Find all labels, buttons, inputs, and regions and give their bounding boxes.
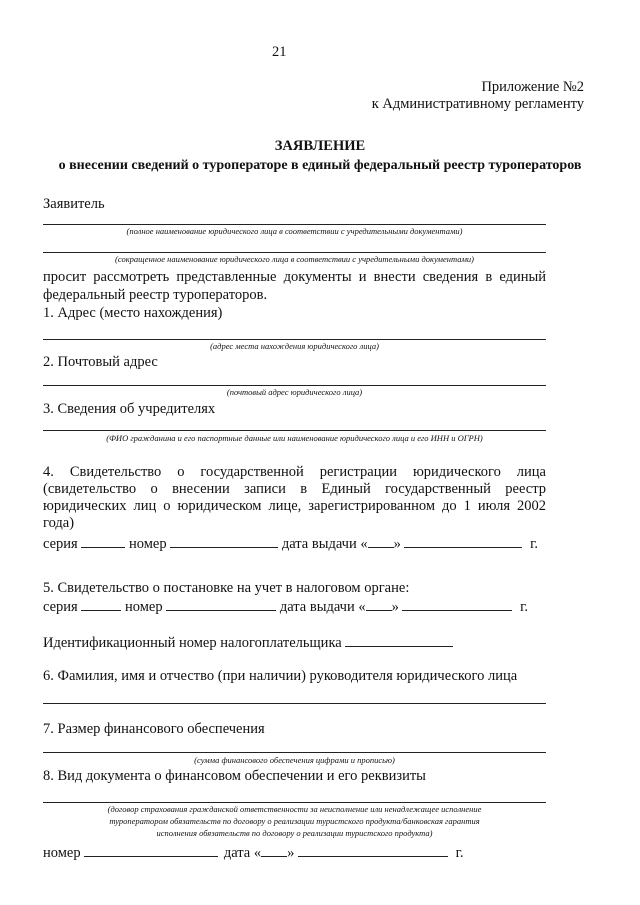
postal-address-line[interactable] [43, 385, 546, 386]
item8-document-label: 8. Вид документа о финансовом обеспечении и его реквизиты [43, 768, 426, 784]
caption-postal: (почтовый адрес юридического лица) [226, 387, 363, 397]
request-line-2: федеральный реестр туроператоров. [43, 287, 268, 303]
issue-date-label: дата выдачи « [279, 599, 366, 615]
applicant-full-name-line[interactable] [43, 224, 546, 225]
director-name-line[interactable] [43, 703, 546, 704]
series-label: серия [43, 536, 78, 552]
document-subtitle: о внесении сведений о туроператоре в единый федеральный реестр туроператоров [58, 158, 582, 173]
applicant-short-name-line[interactable] [43, 252, 546, 253]
year-suffix: г. [520, 599, 529, 615]
issue-day-field[interactable] [366, 597, 392, 611]
issue-day-field[interactable] [368, 534, 394, 548]
series-label: серия [43, 599, 78, 615]
issue-month-year-field[interactable] [402, 597, 512, 611]
caption-doc-line-3: исполнения обязательств по договору о реализации туристского продукта) [156, 828, 433, 838]
item6-director-label: 6. Фамилия, имя и отчество (при наличии) руководителя юридического лица [43, 668, 518, 684]
document-month-year-field[interactable] [298, 843, 448, 857]
number-field[interactable] [170, 534, 278, 548]
number-label: номер [124, 599, 163, 615]
founders-line[interactable] [43, 430, 546, 431]
item7-amount-label: 7. Размер финансового обеспечения [43, 721, 265, 737]
inn-field[interactable] [345, 633, 453, 647]
number-label: номер [128, 536, 167, 552]
caption-full-name: (полное наименование юридического лица в соответствии с учредительными документами) [126, 226, 463, 236]
caption-amount: (сумма финансового обеспечения цифрами и прописью) [194, 755, 395, 765]
date-label: дата « [223, 845, 262, 861]
document-number-field[interactable] [84, 843, 218, 857]
issue-date-label: дата выдачи « [281, 536, 368, 552]
applicant-label: Заявитель [43, 196, 105, 212]
item3-founders-label: 3. Сведения об учредителях [43, 401, 216, 417]
number-label-lower: номер [43, 845, 81, 861]
document-day-field[interactable] [261, 843, 287, 857]
number-field[interactable] [166, 597, 276, 611]
series-field[interactable] [81, 597, 121, 611]
appendix-line-1: Приложение №2 [481, 79, 584, 95]
item5-fields-row [43, 597, 528, 616]
issue-month-year-field[interactable] [404, 534, 522, 548]
item1-address-label: 1. Адрес (место нахождения) [43, 305, 223, 321]
series-field[interactable] [81, 534, 125, 548]
caption-doc-line-2: туроператором обязательств по договору о реализации туристского продукта/банковская гарантия [109, 816, 480, 826]
caption-doc-line-1: (договор страхования гражданской ответственности за неисполнение или ненадлежащее исполнение [107, 804, 482, 814]
amount-line[interactable] [43, 752, 546, 753]
caption-address: (адрес места нахождения юридического лица) [210, 341, 379, 351]
item4-fields-row [43, 534, 538, 553]
page-number: 21 [272, 44, 287, 60]
item8-fields-row [43, 843, 464, 862]
item5-tax-label: 5. Свидетельство о постановке на учет в налоговом органе: [43, 580, 410, 596]
caption-short-name: (сокращенное наименование юридического лица в соответствии с учредительными документами) [115, 254, 474, 264]
address-line[interactable] [43, 339, 546, 340]
year-suffix: г. [455, 845, 464, 861]
quote-close: » [391, 599, 399, 615]
request-line-1: просит рассмотреть представленные документы и внести сведения в единый [43, 269, 546, 285]
item4-line-1: 4. Свидетельство о государственной регистрации юридического лица [43, 464, 546, 480]
item4-line-3: юридических лиц о юридическом лице, зарегистрированном до 1 июля 2002 [43, 498, 546, 514]
item2-postal-label: 2. Почтовый адрес [43, 354, 158, 370]
document-details-line[interactable] [43, 802, 546, 803]
quote-close: » [287, 845, 295, 861]
item4-line-2: (свидетельство о внесении записи в Единый государственный реестр [43, 481, 546, 497]
inn-row [43, 633, 453, 652]
inn-label: Идентификационный номер налогоплательщика [43, 635, 342, 651]
caption-founders: (ФИО гражданина и его паспортные данные или наименование юридического лица и его ИНН и ОГРН) [106, 433, 483, 443]
document-title: ЗАЯВЛЕНИЕ [274, 138, 366, 154]
item4-line-4: года) [43, 515, 75, 531]
appendix-line-2: к Административному регламенту [371, 96, 584, 112]
year-suffix: г. [530, 536, 539, 552]
quote-close: » [393, 536, 401, 552]
